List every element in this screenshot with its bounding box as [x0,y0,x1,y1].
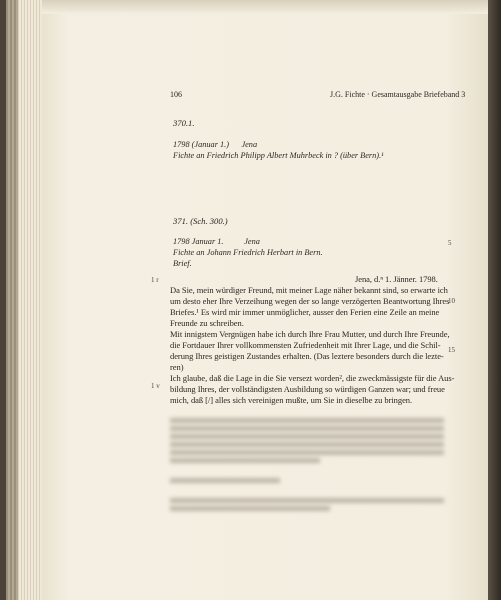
blurred-footnote-line [170,506,330,511]
letter-line: Briefes.¹ Es wird mir immer unmöglicher, ausser den Ferien eine Zeile an meine [170,307,440,317]
entry-kind: Brief. [173,259,192,268]
letter-line: Freunde zu schreiben. [170,318,244,328]
entry-date-line: 1798 (Januar 1.) Jena [173,140,258,149]
blurred-footnote-line [170,426,444,431]
letter-line: Mit innigstem Vergnügen habe ich durch Ihre Frau Mutter, und durch Ihre Freunde, [170,329,450,339]
line-number: 15 [448,346,455,354]
line-number: 10 [448,297,455,305]
letter-line: ren) [170,362,184,372]
letter-line: bildung Ihres, der vollständigsten Ausbildung so würdigen Ganzen war; und freue [170,384,445,394]
blurred-footnote-line [170,498,444,503]
letter-line: derung Ihres geistigen Zustandes erhalten. (Das leztere besonders durch die lezte- [170,351,444,361]
letter-line: Ich glaube, daß die Lage in die Sie versezt worden², die zweckmässigste für die Aus- [170,373,455,383]
page-top-shadow [42,0,490,14]
letter-dateline: Jena, d.ⁿ 1. Jänner. 1798. [355,274,438,284]
folio-marker: 1 r [151,276,159,284]
entry-address: Fichte an Johann Friedrich Herbart in Bern. [173,248,323,257]
letter-line: Da Sie, mein würdiger Freund, mit meiner Lage näher bekannt sind, so erwarte ich [170,285,448,295]
blurred-footnote-line [170,434,444,439]
entry-number: 371. (Sch. 300.) [173,216,228,226]
blurred-footnote-line [170,418,444,423]
entry-number: 370.1. [173,118,195,128]
folio-marker: 1 v [151,382,160,390]
page-number: 106 [170,90,182,99]
running-title: J.G. Fichte · Gesamtausgabe Briefeband 3 [330,90,466,99]
blurred-footnote-line [170,478,280,483]
letter-line: um desto eher Ihre Verzeihung wegen der so lange verzögerten Beantwortung Ihres [170,296,450,306]
blurred-footnote-line [170,450,444,455]
entry-date-line: 1798 Januar 1. Jena [173,237,260,246]
letter-line: mich, daß [/] alles sich vereinigen mußte, um Sie in dieselbe zu bringen. [170,395,413,405]
page-stack [18,0,44,600]
entry-address: Fichte an Friedrich Philipp Albert Muhrbeck in ? (über Bern).¹ [173,151,384,160]
line-number: 5 [448,239,452,247]
letter-line: die Fortdauer Ihrer vollkommensten Zufriedenheit mit Ihrer Lage, und die Schil- [170,340,441,350]
blurred-footnote-line [170,442,444,447]
book-spine [488,0,501,600]
blurred-footnote-line [170,458,320,463]
